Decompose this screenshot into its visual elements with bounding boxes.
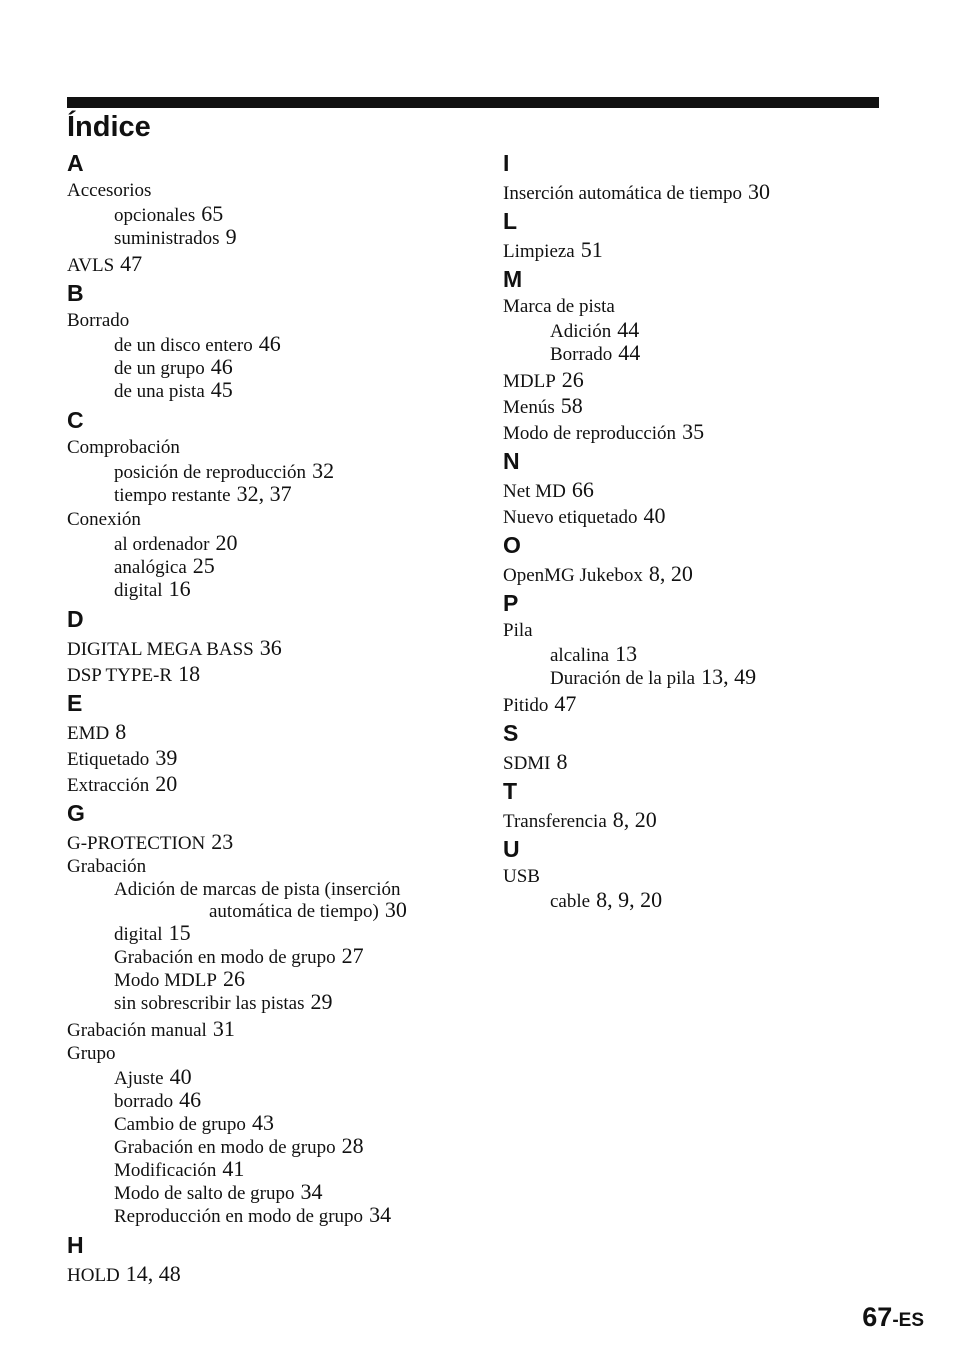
entry-pages: 30 xyxy=(748,179,770,204)
entry-term: HOLD xyxy=(67,1265,120,1286)
section-letter: O xyxy=(503,532,521,558)
entry-term: Grabación xyxy=(67,856,147,877)
index-subentry xyxy=(503,643,903,666)
entry-pages: 58 xyxy=(560,393,583,418)
subentry-pages: 46 xyxy=(179,1087,202,1112)
subentry-term: digital xyxy=(114,580,163,601)
index-subentry xyxy=(67,203,487,226)
subentry-term: Grabación en modo de grupo xyxy=(114,1137,336,1158)
index-entry xyxy=(67,855,487,879)
section-letter: U xyxy=(503,836,520,862)
subentry-term: suministrados xyxy=(114,228,220,249)
section-letter: I xyxy=(503,150,510,176)
index-entry xyxy=(503,865,903,889)
index-entry xyxy=(503,419,903,445)
section-letter: N xyxy=(503,448,520,474)
entry-pages: 31 xyxy=(212,1016,235,1041)
entry-pages: 26 xyxy=(561,367,584,392)
index-subentry xyxy=(67,532,487,555)
subentry-pages: 13 xyxy=(615,641,638,666)
index-subentry xyxy=(67,555,487,578)
entry-pages: 8, 20 xyxy=(612,807,657,832)
entry-term: Borrado xyxy=(67,310,130,331)
entry-term: Grupo xyxy=(67,1043,116,1064)
index-subentry xyxy=(67,356,487,379)
subentry-term: posición de reproducción xyxy=(114,462,307,483)
index-entry xyxy=(503,749,903,775)
index-subentry xyxy=(67,483,487,506)
entry-pages: 36 xyxy=(259,635,282,660)
subentry-pages: 15 xyxy=(168,920,191,945)
entry-term: Limpieza xyxy=(503,241,575,262)
entry-pages: 14, 48 xyxy=(125,1261,181,1286)
entry-pages: 35 xyxy=(682,419,705,444)
page-number-suffix: -ES xyxy=(892,1310,924,1331)
entry-term: OpenMG Jukebox xyxy=(503,565,643,586)
page-title: Índice xyxy=(67,111,151,143)
subentry-pages: 20 xyxy=(215,530,238,555)
index-subentry xyxy=(503,666,903,689)
entry-term: Net MD xyxy=(503,481,566,502)
index-entry xyxy=(503,561,903,587)
entry-pages: 66 xyxy=(571,477,594,502)
index-entry xyxy=(67,1016,487,1042)
entry-pages: 47 xyxy=(120,251,143,276)
subentry-term: Adición de marcas de pista (inserción xyxy=(114,879,401,900)
subentry-term: al ordenador xyxy=(114,534,210,555)
entry-term: Etiquetado xyxy=(67,749,150,770)
index-subentry xyxy=(67,991,487,1014)
entry-term: Extracción xyxy=(67,775,150,796)
section-letter: G xyxy=(67,800,85,826)
section-letter: L xyxy=(503,208,518,234)
index-subentry xyxy=(67,578,487,601)
subentry-pages: 65 xyxy=(201,201,224,226)
entry-term: Pitido xyxy=(503,695,549,716)
index-entry xyxy=(67,635,487,661)
entry-term: Marca de pista xyxy=(503,296,615,317)
entry-term: Comprobación xyxy=(67,437,180,458)
subentry-term: Modo de salto de grupo xyxy=(114,1183,295,1204)
entry-pages: 18 xyxy=(178,661,201,686)
index-entry xyxy=(503,619,903,643)
entry-pages: 39 xyxy=(155,745,178,770)
page-number-value: 67 xyxy=(862,1302,893,1332)
entry-pages: 8 xyxy=(115,719,127,744)
subentry-term: alcalina xyxy=(550,645,610,666)
index-entry xyxy=(67,829,487,855)
subentry-pages: 44 xyxy=(617,317,640,342)
entry-term: G-PROTECTION xyxy=(67,833,206,854)
entry-term: Menús xyxy=(503,397,555,418)
subentry-term: sin sobrescribir las pistas xyxy=(114,993,305,1014)
index-subentry xyxy=(67,968,487,991)
index-entry xyxy=(503,503,903,529)
index-subentry xyxy=(67,1112,487,1135)
index-subentry xyxy=(67,333,487,356)
entry-pages: 51 xyxy=(580,237,603,262)
index-entry xyxy=(67,745,487,771)
subentry-term: tiempo restante xyxy=(114,485,231,506)
subentry-pages: 44 xyxy=(618,340,641,365)
subentry-pages: 8, 9, 20 xyxy=(596,887,663,912)
index-subentry xyxy=(67,1158,487,1181)
section-letter: E xyxy=(67,690,83,716)
index-entry xyxy=(67,1261,487,1287)
entry-pages: 40 xyxy=(643,503,666,528)
subentry-continuation xyxy=(114,897,487,922)
subentry-term: Cambio de grupo xyxy=(114,1114,246,1135)
index-subentry xyxy=(67,1089,487,1112)
section-letter: P xyxy=(503,590,519,616)
subentry-pages: 46 xyxy=(210,354,233,379)
subentry-pages: 16 xyxy=(168,576,191,601)
section-letter: S xyxy=(503,720,519,746)
subentry-pages: 25 xyxy=(192,553,215,578)
index-entry xyxy=(67,309,487,333)
entry-term: Grabación manual xyxy=(67,1020,207,1041)
subentry-pages: 30 xyxy=(384,897,407,922)
index-entry xyxy=(67,771,487,797)
subentry-pages: 29 xyxy=(310,989,333,1014)
subentry-pages: 41 xyxy=(222,1156,245,1181)
subentry-pages: 32, 37 xyxy=(236,481,292,506)
subentry-pages: 40 xyxy=(169,1064,192,1089)
index-subentry xyxy=(67,379,487,402)
index-entry xyxy=(503,691,903,717)
entry-term: DIGITAL MEGA BASS xyxy=(67,639,254,660)
entry-term: Conexión xyxy=(67,509,141,530)
index-subentry xyxy=(503,319,903,342)
index-entry xyxy=(503,237,903,263)
index-subentry xyxy=(503,889,903,912)
subentry-pages: 9 xyxy=(225,224,237,249)
index-entry xyxy=(67,508,487,532)
index-entry xyxy=(503,295,903,319)
index-subentry xyxy=(67,1181,487,1204)
index-subentry xyxy=(67,879,487,922)
index-entry xyxy=(67,436,487,460)
header-rule xyxy=(67,97,879,108)
index-entry xyxy=(67,179,487,203)
subentry-term: Ajuste xyxy=(114,1068,164,1089)
subentry-term: Modificación xyxy=(114,1160,217,1181)
index-subentry xyxy=(67,945,487,968)
index-subentry xyxy=(67,922,487,945)
entry-term: SDMI xyxy=(503,753,551,774)
index-entry xyxy=(67,661,487,687)
section-letter: D xyxy=(67,606,84,632)
entry-term: Accesorios xyxy=(67,180,152,201)
subentry-term: opcionales xyxy=(114,205,196,226)
index-subentry xyxy=(67,460,487,483)
section-letter: B xyxy=(67,280,84,306)
entry-term: DSP TYPE-R xyxy=(67,665,173,686)
index-entry xyxy=(503,179,903,205)
index-entry xyxy=(503,807,903,833)
subentry-term: Duración de la pila xyxy=(550,668,696,689)
index-entry xyxy=(503,477,903,503)
subentry-term: Borrado xyxy=(550,344,613,365)
index-column-left xyxy=(67,147,487,1287)
subentry-pages: 45 xyxy=(210,377,233,402)
entry-term: AVLS xyxy=(67,255,115,276)
entry-term: USB xyxy=(503,866,540,887)
entry-term: Modo de reproducción xyxy=(503,423,677,444)
subentry-pages: 26 xyxy=(222,966,245,991)
subentry-pages: 34 xyxy=(369,1202,392,1227)
section-letter: A xyxy=(67,150,84,176)
subentry-term: Adición xyxy=(550,321,612,342)
entry-term: Nuevo etiquetado xyxy=(503,507,638,528)
subentry-term-cont: automática de tiempo) xyxy=(209,901,379,922)
entry-term: MDLP xyxy=(503,371,556,392)
index-entry xyxy=(503,393,903,419)
index-column-right xyxy=(503,147,903,914)
index-subentry xyxy=(67,1204,487,1227)
index-subentry xyxy=(503,342,903,365)
entry-pages: 20 xyxy=(155,771,178,796)
index-entry xyxy=(67,719,487,745)
index-entry xyxy=(67,1042,487,1066)
entry-term: Inserción automática de tiempo xyxy=(503,183,742,204)
entry-pages: 8 xyxy=(556,749,568,774)
index-subentry xyxy=(67,1135,487,1158)
subentry-pages: 13, 49 xyxy=(701,664,757,689)
subentry-pages: 43 xyxy=(251,1110,274,1135)
subentry-term: Modo MDLP xyxy=(114,970,217,991)
subentry-term: de un grupo xyxy=(114,358,205,379)
section-letter: M xyxy=(503,266,523,292)
entry-pages: 8, 20 xyxy=(648,561,693,586)
section-letter: T xyxy=(503,778,518,804)
subentry-pages: 28 xyxy=(341,1133,364,1158)
subentry-term: digital xyxy=(114,924,163,945)
section-letter: H xyxy=(67,1232,84,1258)
subentry-term: analógica xyxy=(114,557,187,578)
subentry-term: Reproducción en modo de grupo xyxy=(114,1206,364,1227)
subentry-term: de una pista xyxy=(114,381,205,402)
entry-pages: 47 xyxy=(554,691,577,716)
entry-term: EMD xyxy=(67,723,110,744)
subentry-term: cable xyxy=(550,891,591,912)
index-entry xyxy=(503,367,903,393)
subentry-term: Grabación en modo de grupo xyxy=(114,947,336,968)
entry-term: Transferencia xyxy=(503,811,607,832)
entry-term: Pila xyxy=(503,620,533,641)
subentry-term: borrado xyxy=(114,1091,174,1112)
subentry-pages: 27 xyxy=(341,943,364,968)
index-subentry xyxy=(67,226,487,249)
subentry-pages: 46 xyxy=(258,331,281,356)
section-letter: C xyxy=(67,407,84,433)
index-subentry xyxy=(67,1066,487,1089)
entry-pages: 23 xyxy=(211,829,234,854)
subentry-pages: 32 xyxy=(312,458,335,483)
index-entry xyxy=(67,251,487,277)
subentry-term: de un disco entero xyxy=(114,335,253,356)
subentry-pages: 34 xyxy=(300,1179,323,1204)
page-number xyxy=(862,1302,924,1333)
